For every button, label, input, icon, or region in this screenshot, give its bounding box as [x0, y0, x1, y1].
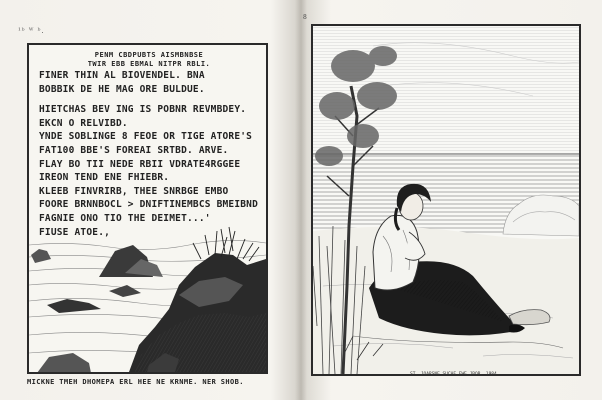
poem-line: FINER THIN AL BIOVENDEL. BNA	[39, 70, 205, 81]
poem-line: FOORE BRNNBOCL > DNIFTINEMBCS BMEIBND	[39, 199, 259, 211]
woman-by-sea-illustration	[313, 26, 579, 374]
poem-line: HIETCHAS BEV ING IS POBNR REVMBDEY.	[39, 104, 247, 116]
poem-line: EKCN O RELVIBD.	[39, 117, 128, 129]
poem-line: BOBBIK DE HE MAG ORE BULDUE.	[39, 83, 205, 95]
poem-line: FIUSE ATOE.,	[39, 226, 111, 238]
left-page-caption: MICKNE TMEH DHOMEPA ERL HEE NE KRNME. NER SHOB.	[27, 378, 244, 386]
left-page-frame	[27, 43, 268, 374]
poem-line: IREON TEND ENE FHIEBR.	[39, 172, 170, 184]
poem-heading-2: TWIR EBB EBMAL NITPR RBLI.	[87, 60, 211, 68]
poem-line: FAT100 BBE'S FOREAI SRTBD. ARVE.	[39, 144, 229, 156]
stanza-gap	[39, 96, 259, 103]
right-page-caption: ST. JOARSNE SUCHE EWE JBOR. 1984.	[410, 372, 500, 377]
poem-heading-1: PENM CBDPUBTS AISMBNBSE	[94, 51, 204, 59]
poem-line: FLAY BO TII NEDE RBII VDRATE4RGGEE	[39, 158, 241, 170]
page-number: ¹ᵇ ᵂ ᵇ.	[18, 27, 45, 35]
poem-text-block	[39, 51, 259, 239]
right-page-frame	[311, 24, 581, 376]
page-mark: 8	[303, 14, 307, 21]
poem-line: FAGNIE ONO TIO THE DEIMET...'	[39, 212, 211, 224]
poem-line: YNDE SOBLINGE 8 FEOE OR TIGE ATORE'S	[39, 131, 253, 143]
poem-line: KLEEB FINVRIRB, THEE SNRBGE EMBO	[39, 185, 229, 197]
